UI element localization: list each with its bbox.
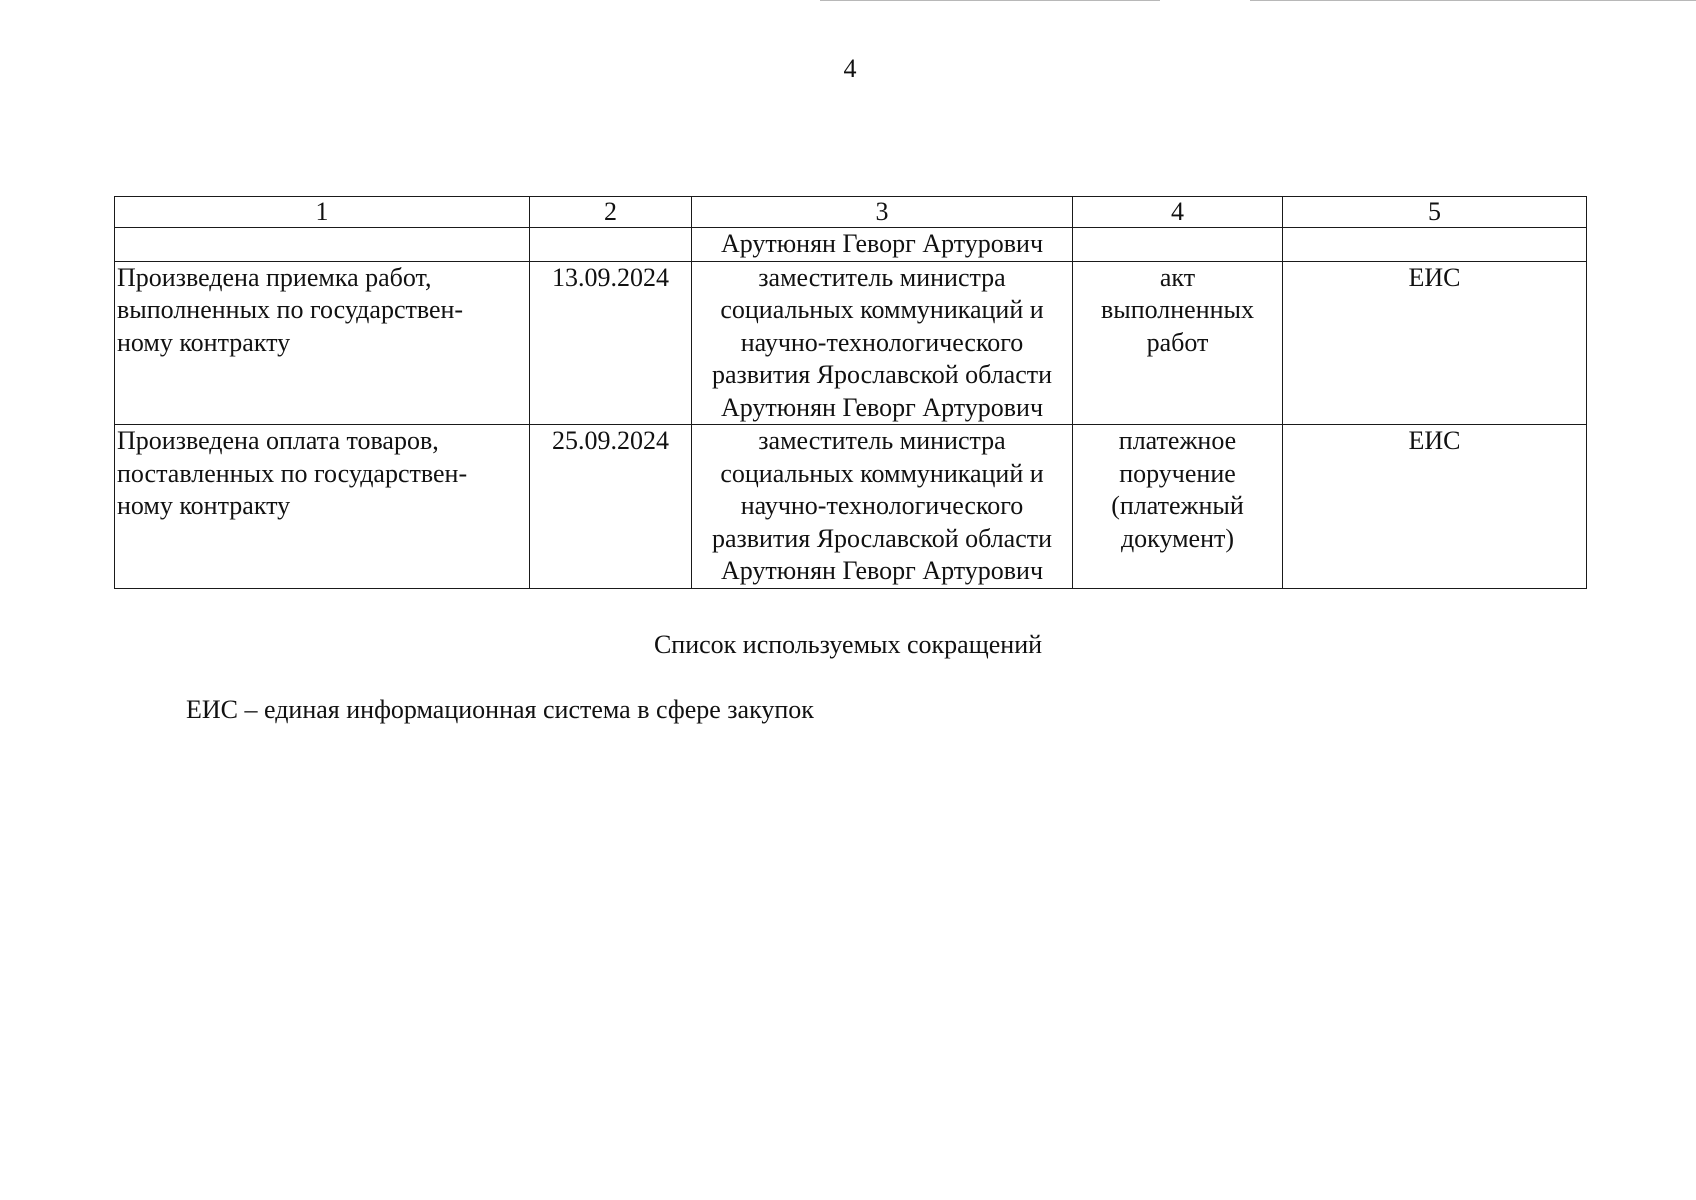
- cell-line: социальных коммуникаций и: [720, 458, 1044, 488]
- date-cell: 13.09.2024: [530, 261, 692, 425]
- cell-line: документ): [1120, 523, 1235, 553]
- column-number-header: 1: [115, 197, 530, 228]
- cell-line: заместитель министра: [758, 426, 1006, 455]
- cell-line: платежное: [1118, 426, 1237, 455]
- date-cell: 25.09.2024: [530, 425, 692, 589]
- event-cell: [115, 228, 530, 262]
- cell-line: научно-технологического: [740, 491, 1024, 520]
- table-row: [115, 261, 1587, 425]
- cell-line: ному контракту: [117, 327, 291, 357]
- column-number-header: 2: [530, 197, 692, 228]
- table-row: [115, 425, 1587, 589]
- cell-line: выполненных: [1100, 295, 1255, 324]
- cell-line: развития Ярославской области: [711, 523, 1053, 553]
- cell-line: поставленных по государствен-: [117, 458, 468, 488]
- event-cell: [115, 261, 530, 425]
- responsible-person-cell: [692, 261, 1073, 425]
- cell-line: (платежный: [1111, 491, 1244, 520]
- column-number-header: 3: [692, 197, 1073, 228]
- cell-line: ному контракту: [117, 491, 291, 520]
- document-table: [114, 196, 1587, 589]
- cell-line: работ: [1146, 327, 1209, 357]
- page-number: 4: [843, 54, 857, 83]
- cell-line: Арутюнян Геворг Артурович: [720, 556, 1044, 585]
- scan-edge-mark: [1250, 0, 1696, 1]
- scan-edge-mark: [820, 0, 1160, 1]
- event-cell: [115, 425, 530, 589]
- column-number-header: 4: [1073, 197, 1283, 228]
- cell-line: Произведена приемка работ,: [117, 262, 432, 292]
- source-cell: [1283, 228, 1587, 262]
- abbreviation-item: ЕИС – единая информационная система в сфере закупок: [186, 695, 814, 724]
- document-type-cell: [1073, 425, 1283, 589]
- cell-line: Арутюнян Геворг Артурович: [720, 392, 1044, 422]
- cell-line: Арутюнян Геворг Артурович: [720, 229, 1044, 258]
- cell-line: научно-технологического: [740, 327, 1024, 357]
- abbreviations-title: Список используемых сокращений: [653, 630, 1043, 659]
- document-type-cell: [1073, 261, 1283, 425]
- cell-line: развития Ярославской области: [711, 360, 1053, 389]
- cell-line: заместитель министра: [758, 262, 1006, 292]
- table-row: [115, 228, 1587, 262]
- document-type-cell: [1073, 228, 1283, 262]
- table-header-row: [115, 197, 1587, 228]
- responsible-person-cell: [692, 425, 1073, 589]
- cell-line: социальных коммуникаций и: [720, 295, 1044, 324]
- cell-line: акт: [1159, 262, 1196, 292]
- cell-line: Произведена оплата товаров,: [117, 426, 439, 455]
- cell-line: поручение: [1119, 458, 1236, 488]
- cell-line: выполненных по государствен-: [117, 295, 464, 324]
- source-cell: ЕИС: [1283, 261, 1587, 425]
- column-number-header: 5: [1283, 197, 1587, 228]
- responsible-person-cell: [692, 228, 1073, 262]
- source-cell: ЕИС: [1283, 425, 1587, 589]
- date-cell: [530, 228, 692, 262]
